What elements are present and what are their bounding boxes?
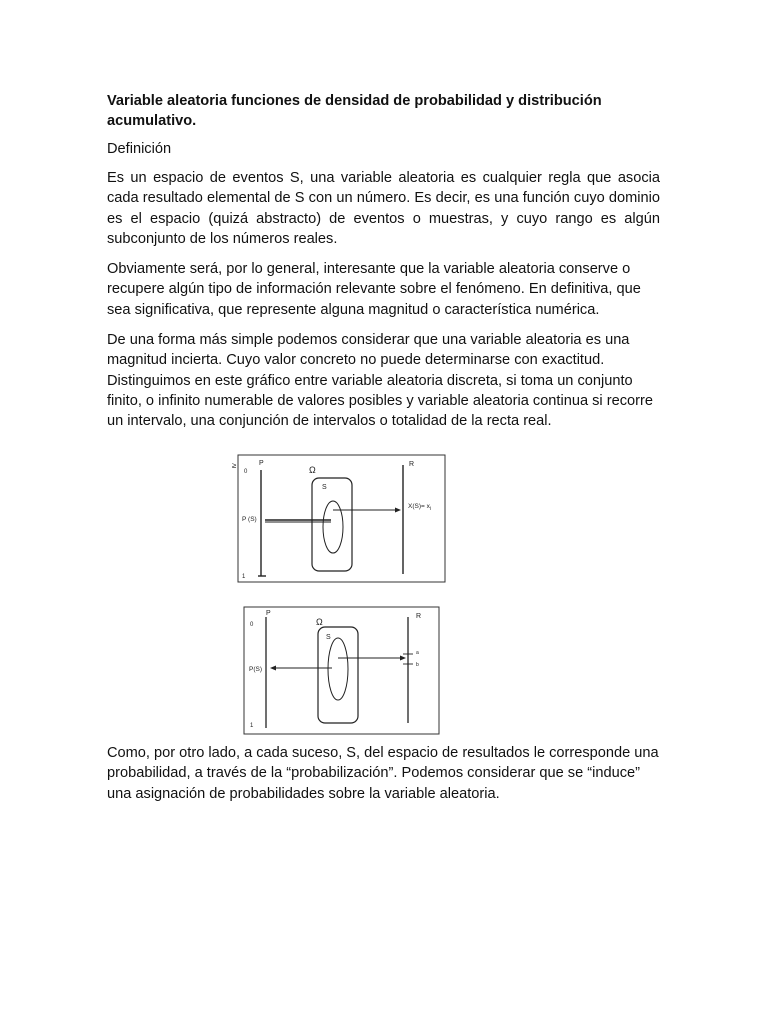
figure-frame	[244, 607, 439, 734]
sample-space-label: Ω	[316, 617, 323, 627]
probability-label: P(S)	[249, 666, 262, 673]
document-title: Variable aleatoria funciones de densidad de probabilidad y distribución acumulativo.	[107, 93, 602, 129]
real-axis-label: R	[416, 613, 422, 620]
probability-tick-1: 1	[242, 574, 246, 580]
paragraph-definition: Es un espacio de eventos S, una variable aleatoria es cualquier regla que asocia cada resultado elemental de S con un número. Es decir, es una función cuyo dominio es el espacio (quizá abstracto) de eventos o muestras, y cuyo rango es algún subconjunto de los números reales.	[107, 170, 660, 247]
figure-frame	[238, 455, 445, 582]
sample-space-box	[318, 627, 358, 723]
paragraph-discrete-continuous: De una forma más simple podemos considerar que una variable aleatoria es una magnitud incierta. Cuyo valor concreto no puede determinarse con exactitud. Distinguimos en este gráfico entre variable aleatoria discreta, si toma un conjunto finito, o infinito numerable de valores posibles y variable aleatoria continua si recorre un intervalo, una conjunción de intervalos o totalidad de la recta real.	[107, 332, 653, 430]
probability-axis-label: P	[266, 610, 271, 617]
probability-axis-label: P	[259, 460, 264, 467]
probability-tick-1: 1	[250, 723, 254, 729]
paragraph-significance: Obviamente será, por lo general, interesante que la variable aleatoria conserve o recupere algún tipo de información relevante sobre el fenómeno. En definitiva, que sea significativa, que represente alguna magnitud o característica numérica.	[107, 261, 641, 318]
scan-mark: ≥	[232, 461, 237, 470]
figure-continuous-random-variable	[236, 597, 451, 739]
sample-space-label: Ω	[309, 465, 316, 475]
interval-label-b: b	[416, 662, 419, 668]
event-label: S	[326, 634, 331, 641]
value-mapping-arrowhead	[395, 508, 401, 513]
probability-mapping-arrowhead	[270, 666, 276, 671]
section-heading: Definición	[107, 141, 172, 157]
figure-discrete-random-variable	[225, 452, 450, 587]
value-label: $X(S)= x_i$	[408, 503, 431, 512]
value-mapping-arrowhead	[400, 656, 406, 661]
probability-label: P (S)	[242, 516, 257, 523]
real-axis-label: R	[409, 461, 415, 468]
figure-continuous-svg	[236, 597, 451, 739]
probability-tick-0: 0	[250, 622, 254, 628]
document-closing	[107, 743, 660, 814]
document-body	[107, 91, 660, 442]
paragraph-probabilization: Como, por otro lado, a cada suceso, S, del espacio de resultados le corresponde una probabilidad, a través de la “probabilización”. Podemos considerar que se “induce” una asignación de probabilidades sobre la variable aleatoria.	[107, 745, 659, 802]
event-ellipse	[323, 501, 343, 553]
event-ellipse	[328, 638, 348, 700]
figure-discrete-svg	[225, 452, 450, 587]
event-label: S	[322, 484, 327, 491]
sample-space-box	[312, 478, 352, 571]
probability-tick-0: 0	[244, 469, 248, 475]
interval-label-a: a	[416, 650, 419, 656]
